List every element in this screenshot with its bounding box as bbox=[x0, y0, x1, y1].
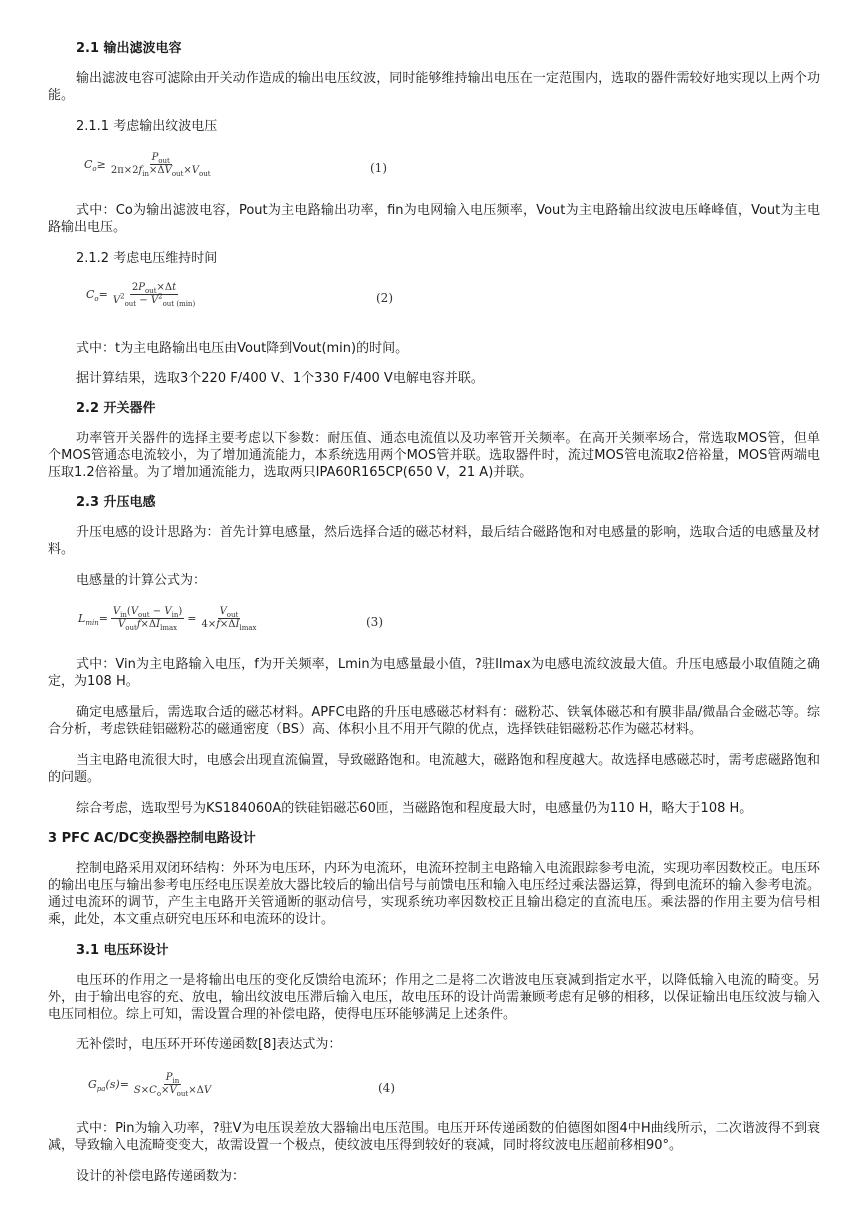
paragraph: 式中：t为主电路输出电压由Vout降到Vout(min)的时间。 bbox=[76, 341, 409, 356]
subsection-2-1-1-title: 2.1.1 考虑输出纹波电压 bbox=[76, 119, 218, 134]
paragraph: 控制电路采用双闭环结构：外环为电压环，内环为电流环，电流环控制主电路输入电流跟踪参考电流，实现功率因数校正。电压环的输出电压与输出参考电压经电压误差放大器比较后的输出信号与前馈电压和输入电压经过乘法器运算，得到电流环的输入参考电流。通过电流环的调节，产生主电路开关管通断的驱动信号，实现系统功率因数校正且输出稳定的直流电压。乘法器的作用主要为信号相乘，此处，本文重点研究电压环和电流环的设计。 bbox=[48, 861, 820, 927]
paragraph: 当主电路电流很大时，电感会出现直流偏置，导致磁路饱和。电流越大，磁路饱和程度越大。故选择电感磁芯时，需考虑磁路饱和的问题。 bbox=[48, 753, 820, 785]
equation-number: (1) bbox=[370, 161, 387, 175]
paragraph: 式中：Vin为主电路输入电压，f为开关频率，Lmin为电感量最小值，?驻Ilmax为电感电流纹波最大值。升压电感最小取值随之确定，为108 H。 bbox=[48, 657, 820, 689]
paragraph: 据计算结果，选取3个220 F/400 V、1个330 F/400 V电解电容并联。 bbox=[76, 371, 484, 386]
paragraph: 功率管开关器件的选择主要考虑以下参数：耐压值、通态电流值以及功率管开关频率。在高开关频率场合，常选取MOS管，但单个MOS管通态电流较小，为了增加通流能力，本系统选用两个MOS管并联。选取器件时，流过MOS管电流取2倍裕量，MOS管两端电压取1.2倍裕量。为了增加通流能力，选取两只IPA60R165CP(650 V，21 A)并联。 bbox=[48, 431, 820, 480]
paragraph: 无补偿时，电压环开环传递函数[8]表达式为： bbox=[76, 1037, 342, 1052]
equation-number: (2) bbox=[376, 291, 393, 305]
section-2-1-title: 2.1 输出滤波电容 bbox=[76, 41, 182, 56]
section-2-3-title: 2.3 升压电感 bbox=[76, 495, 156, 510]
equation-3: $L_{min}=$ $\frac{V_{in}(V_{out} - V_{in})}{V_{out}f\times\Delta I_{lmax}}$ = $\frac{V_{out}}{4\times f\times\Delta I_{lmax}}$ bbox=[78, 606, 257, 632]
equation-1: $C_o\ge$ $\frac{P_{out}}{2\pi\times 2f_{in}\times\Delta V_{out}\times V_{out}}$ bbox=[84, 152, 211, 178]
paragraph: 确定电感量后，需选取合适的磁芯材料。APFC电路的升压电感磁芯材料有：磁粉芯、铁氧体磁芯和有膜非晶/微晶合金磁芯等。综合分析，考虑铁硅铝磁粉芯的磁通密度（BS）高、体积小且不用开气隙的优点，选择铁硅铝磁粉芯作为磁芯材料。 bbox=[48, 705, 820, 737]
paragraph: 综合考虑，选取型号为KS184060A的铁硅铝磁芯60匝，当磁路饱和程度最大时，电感量仍为110 H，略大于108 H。 bbox=[76, 801, 753, 816]
paragraph: 升压电感的设计思路为：首先计算电感量，然后选择合适的磁芯材料，最后结合磁路饱和对电感量的影响，选取合适的电感量及材料。 bbox=[48, 525, 820, 557]
paragraph: 式中：Co为输出滤波电容，Pout为主电路输出功率，fin为电网输入电压频率，Vout为主电路输出纹波电压峰峰值，Vout为主电路输出电压。 bbox=[48, 203, 820, 235]
equation-2: $C_o=$ $\frac{2P_{out}\times\Delta t}{V^2_{out} - V^2_{out (min)}}$ bbox=[86, 282, 196, 308]
paragraph: 式中：Pin为输入功率，?驻V为电压误差放大器输出电压范围。电压开环传递函数的伯德图如图4中H曲线所示，二次谐波得不到衰减，导致输入电流畸变变大，故需设置一个极点，使纹波电压得到较好的衰减，同时将纹波电压超前移相90°。 bbox=[48, 1121, 820, 1153]
paragraph: 电压环的作用之一是将输出电压的变化反馈给电流环；作用之二是将二次谐波电压衰减到指定水平，以降低输入电流的畸变。另外，由于输出电容的充、放电，输出纹波电压滞后输入电压，故电压环的设计尚需兼顾考虑有足够的相移，以保证输出电压纹波与输入电压同相位。综上可知，需设置合理的补偿电路，使得电压环能够满足上述条件。 bbox=[48, 973, 820, 1022]
paragraph: 电感量的计算公式为： bbox=[76, 573, 207, 588]
paragraph: 设计的补偿电路传递函数为： bbox=[76, 1169, 246, 1184]
equation-4: $G_{pa}(s)=$ $\frac{P_{in}}{S\times C_o\times V_{out}\times\Delta V}$ bbox=[88, 1072, 212, 1098]
equation-number: (4) bbox=[378, 1081, 395, 1095]
equation-number: (3) bbox=[366, 615, 383, 629]
section-3-title: 3 PFC AC/DC变换器控制电路设计 bbox=[48, 831, 256, 846]
subsection-2-1-2-title: 2.1.2 考虑电压维持时间 bbox=[76, 251, 218, 266]
section-2-2-title: 2.2 开关器件 bbox=[76, 401, 156, 416]
paragraph: 输出滤波电容可滤除由开关动作造成的输出电压纹波，同时能够维持输出电压在一定范围内，选取的器件需较好地实现以上两个功能。 bbox=[48, 71, 820, 103]
section-3-1-title: 3.1 电压环设计 bbox=[76, 943, 169, 958]
